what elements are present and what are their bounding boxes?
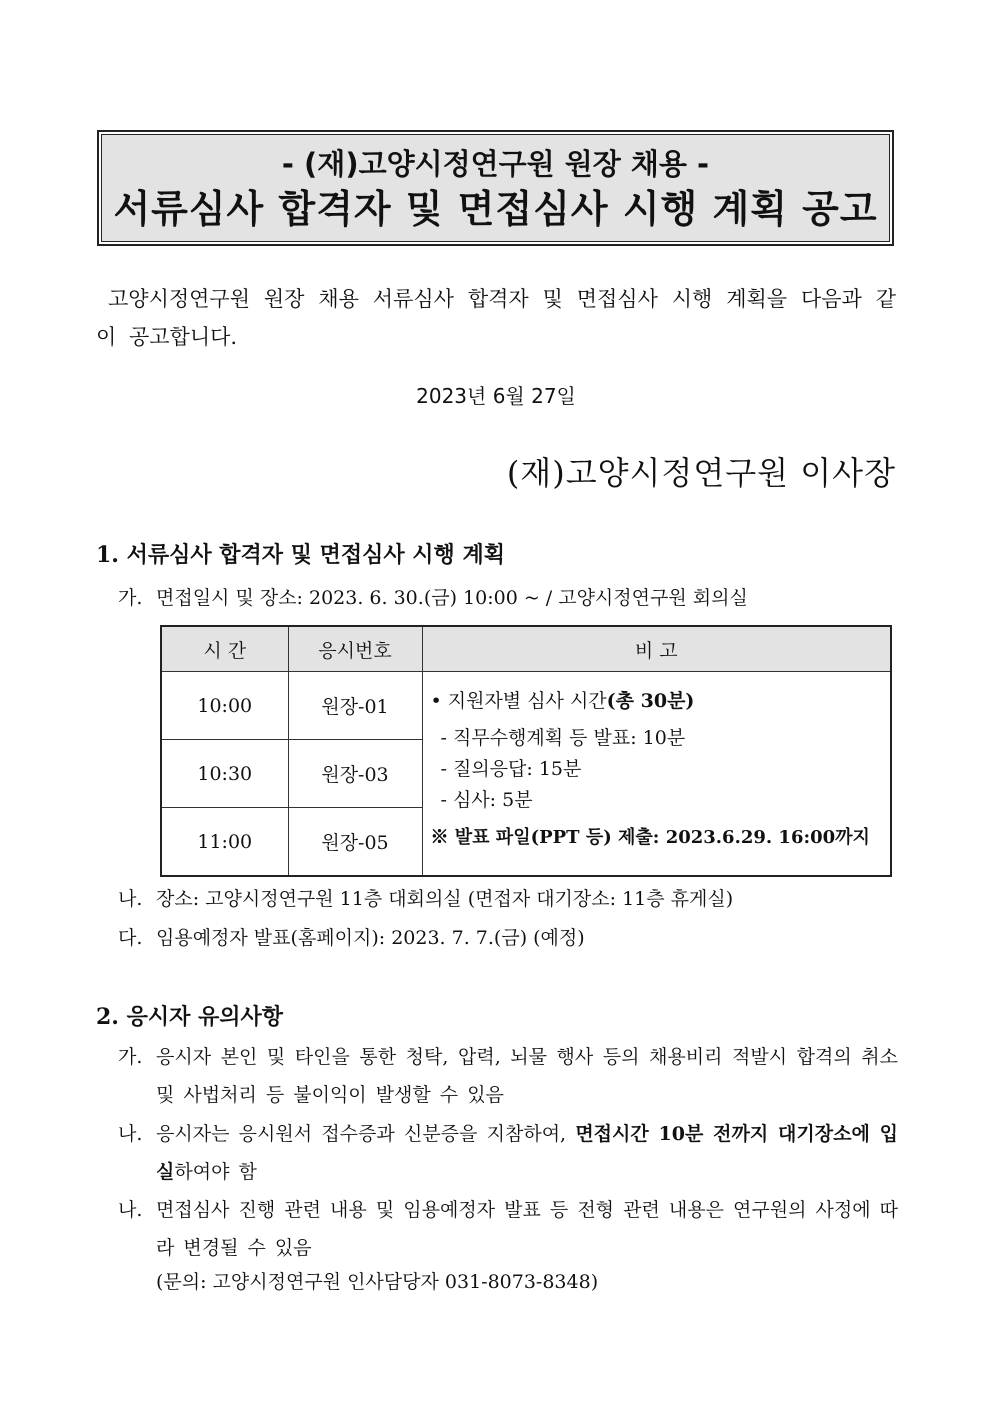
item-text: 장소: 고양시정연구원 11층 대회의실 (면접자 대기장소: 11층 휴게실) bbox=[156, 888, 734, 910]
table-header-row bbox=[161, 626, 891, 672]
item-text: 면접일시 및 장소: 2023. 6. 30.(금) 10:00 ~ / 고양시정연구원 회의실 bbox=[156, 587, 748, 609]
cell-time: 10:30 bbox=[161, 740, 288, 808]
schedule-table bbox=[160, 625, 892, 877]
cell-time: 10:00 bbox=[161, 672, 288, 740]
title-box bbox=[97, 130, 894, 246]
page-title: 서류심사 합격자 및 면접심사 시행 계획 공고 bbox=[113, 187, 878, 231]
item-marker: 나. bbox=[118, 888, 143, 910]
header-remarks: 비 고 bbox=[422, 626, 891, 672]
cell-applicant-id: 원장-03 bbox=[288, 740, 422, 808]
remark-sub-review: - 심사: 5분 bbox=[440, 789, 533, 811]
remark-note: ※ 발표 파일(PPT 등) 제출: 2023.6.29. 16:00까지 bbox=[430, 827, 870, 848]
remark-bullet bbox=[431, 686, 891, 717]
item-venue bbox=[118, 881, 898, 917]
item-text-end: 하여야 함 bbox=[174, 1161, 257, 1183]
header-applicant-number: 응시번호 bbox=[288, 626, 422, 672]
item-marker: 가. bbox=[118, 1046, 143, 1068]
item-text-bold: 면접시간 10분 전까지 대기장소에 입실 bbox=[156, 1123, 898, 1183]
cell-time: 11:00 bbox=[161, 808, 288, 877]
intro-paragraph: 고양시정연구원 원장 채용 서류심사 합격자 및 면접심사 시행 계획을 다음과 같이 공고합니다. bbox=[96, 287, 896, 349]
item-text: 응시자는 응시원서 접수증과 신분증을 지참하여, bbox=[156, 1123, 576, 1145]
section-2-title: 2. 응시자 유의사항 bbox=[96, 1004, 284, 1030]
item-marker: 가. bbox=[118, 587, 143, 609]
item-interview-datetime bbox=[118, 580, 898, 616]
item-marker: 나. bbox=[118, 1199, 143, 1221]
item-text: 응시자 본인 및 타인을 통한 청탁, 압력, 뇌물 행사 등의 채용비리 적발시 합격의 취소 및 사법처리 등 불이익이 발생할 수 있음 bbox=[156, 1046, 898, 1106]
item-text: 임용예정자 발표(홈페이지): 2023. 7. 7.(금) (예정) bbox=[156, 927, 585, 949]
remark-bullet-bold: (총 30분) bbox=[606, 690, 695, 712]
notice-item-1 bbox=[118, 1038, 898, 1114]
item-announcement bbox=[118, 920, 898, 956]
remark-sub-presentation: - 직무수행계획 등 발표: 10분 bbox=[440, 727, 686, 749]
section-1-title: 1. 서류심사 합격자 및 면접심사 시행 계획 bbox=[96, 542, 505, 568]
page-subtitle: - (재)고양시정연구원 원장 채용 - bbox=[281, 147, 710, 181]
item-text: 면접심사 진행 관련 내용 및 임용예정자 발표 등 전형 관련 내용은 연구원의 사정에 따라 변경될 수 있음 bbox=[156, 1199, 898, 1259]
cell-applicant-id: 원장-01 bbox=[288, 672, 422, 740]
remark-bullet-text: • 지원자별 심사 시간 bbox=[430, 690, 607, 712]
header-time: 시 간 bbox=[161, 626, 288, 672]
notice-item-2 bbox=[118, 1115, 898, 1191]
title-inner bbox=[101, 134, 890, 242]
item-marker: 다. bbox=[118, 927, 143, 949]
item-marker: 나. bbox=[118, 1123, 143, 1145]
table-row bbox=[161, 672, 891, 740]
remark-sub-qa: - 질의응답: 15분 bbox=[440, 758, 582, 780]
notice-item-3 bbox=[118, 1191, 898, 1267]
issuer: (재)고양시정연구원 이사장 bbox=[506, 454, 896, 492]
cell-applicant-id: 원장-05 bbox=[288, 808, 422, 877]
announcement-date: 2023년 6월 27일 bbox=[416, 384, 576, 408]
contact-info: (문의: 고양시정연구원 인사담당자 031-8073-8348) bbox=[156, 1271, 599, 1293]
cell-remarks bbox=[422, 672, 891, 877]
